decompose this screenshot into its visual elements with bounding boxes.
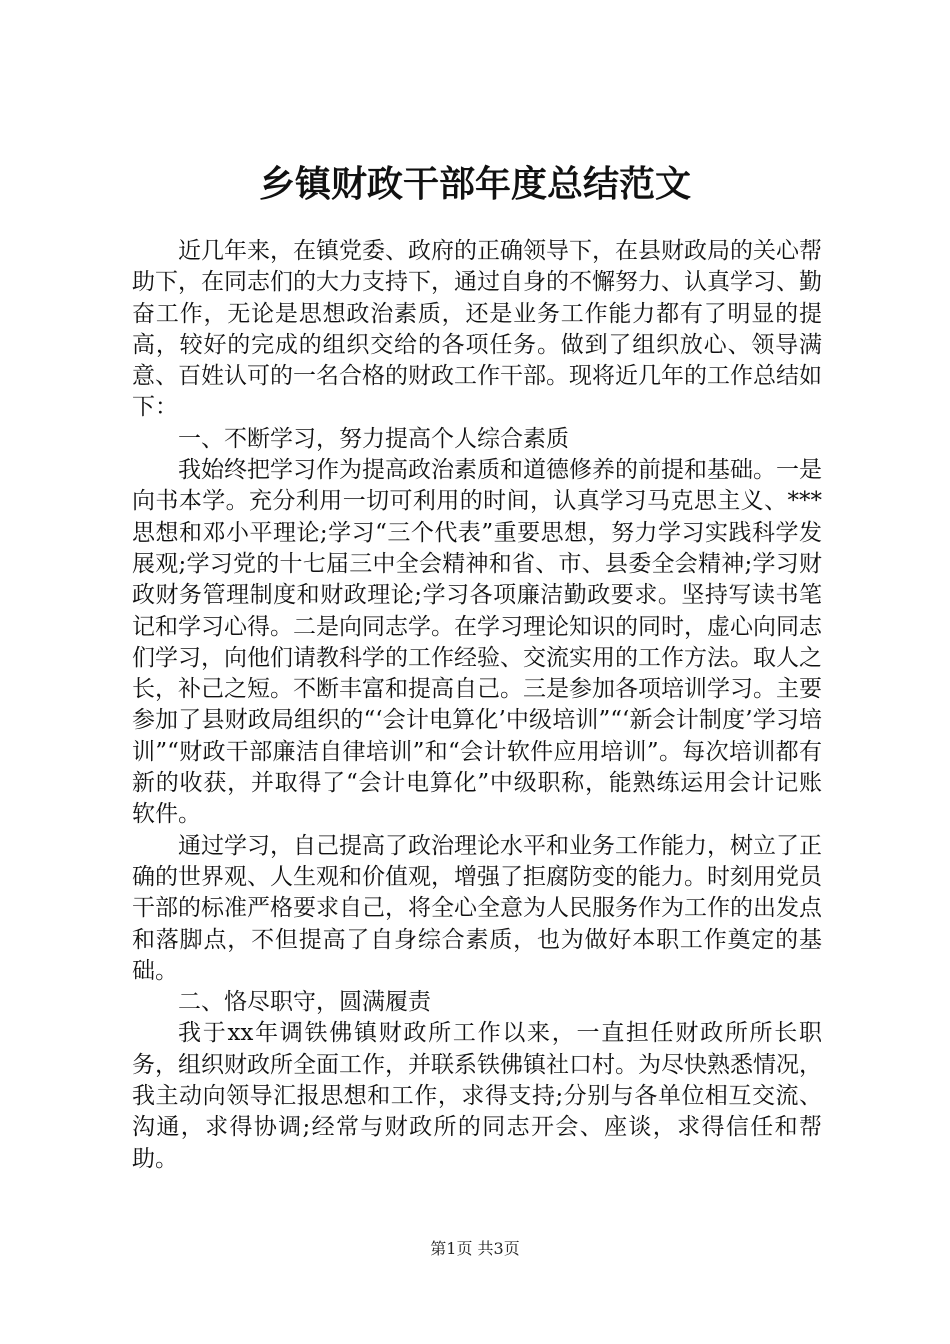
paragraph-duty: 我于xx年调铁佛镇财政所工作以来，一直担任财政所所长职务，组织财政所全面工作，并联系铁佛镇社口村。为尽快熟悉情况，我主动向领导汇报思想和工作，求得支持;分别与各单位相互交流、沟通，求得协调;经常与财政所的同志开会、座谈，求得信任和帮助。 (132, 1020, 822, 1172)
paragraph-study: 我始终把学习作为提高政治素质和道德修养的前提和基础。一是向书本学。充分利用一切可利用的时间，认真学习马克思主义、***思想和邓小平理论;学习“三个代表”重要思想，努力学习实践科学发展观;学习党的十七届三中全会精神和省、市、县委全会精神;学习财政财务管理制度和财政理论;学习各项廉洁勤政要求。坚持写读书笔记和学习心得。二是向同志学。在学习理论知识的同时，虚心向同志们学习，向他们请教科学的工作经验、交流实用的工作方法。取人之长，补己之短。不断丰富和提高自己。三是参加各项培训学习。主要参加了县财政局组织的“‘会计电算化’中级培训”“‘新会计制度’学习培训”“财政干部廉洁自律培训”和“会计软件应用培训”。每次培训都有新的收获，并取得了“会计电算化”中级职称，能熟练运用会计记账软件。 (132, 457, 822, 828)
section-heading-2: 二、恪尽职守，圆满履责 (178, 989, 431, 1016)
paragraph-study-result: 通过学习，自己提高了政治理论水平和业务工作能力，树立了正确的世界观、人生观和价值观，增强了拒腐防变的能力。时刻用党员干部的标准严格要求自己，将全心全意为人民服务作为工作的出发点和落脚点，不但提高了自身综合素质，也为做好本职工作奠定的基础。 (132, 832, 822, 984)
paragraph-intro: 近几年来，在镇党委、政府的正确领导下，在县财政局的关心帮助下，在同志们的大力支持下，通过自身的不懈努力、认真学习、勤奋工作，无论是思想政治素质，还是业务工作能力都有了明显的提高，较好的完成的组织交给的各项任务。做到了组织放心、领导满意、百姓认可的一名合格的财政工作干部。现将近几年的工作总结如下： (132, 238, 822, 421)
document-body (132, 236, 822, 1175)
document-title: 乡镇财政干部年度总结范文 (258, 163, 691, 205)
page-footer: 第1页 共3页 (430, 1239, 520, 1258)
section-heading-1: 一、不断学习，努力提高个人综合素质 (178, 425, 569, 452)
